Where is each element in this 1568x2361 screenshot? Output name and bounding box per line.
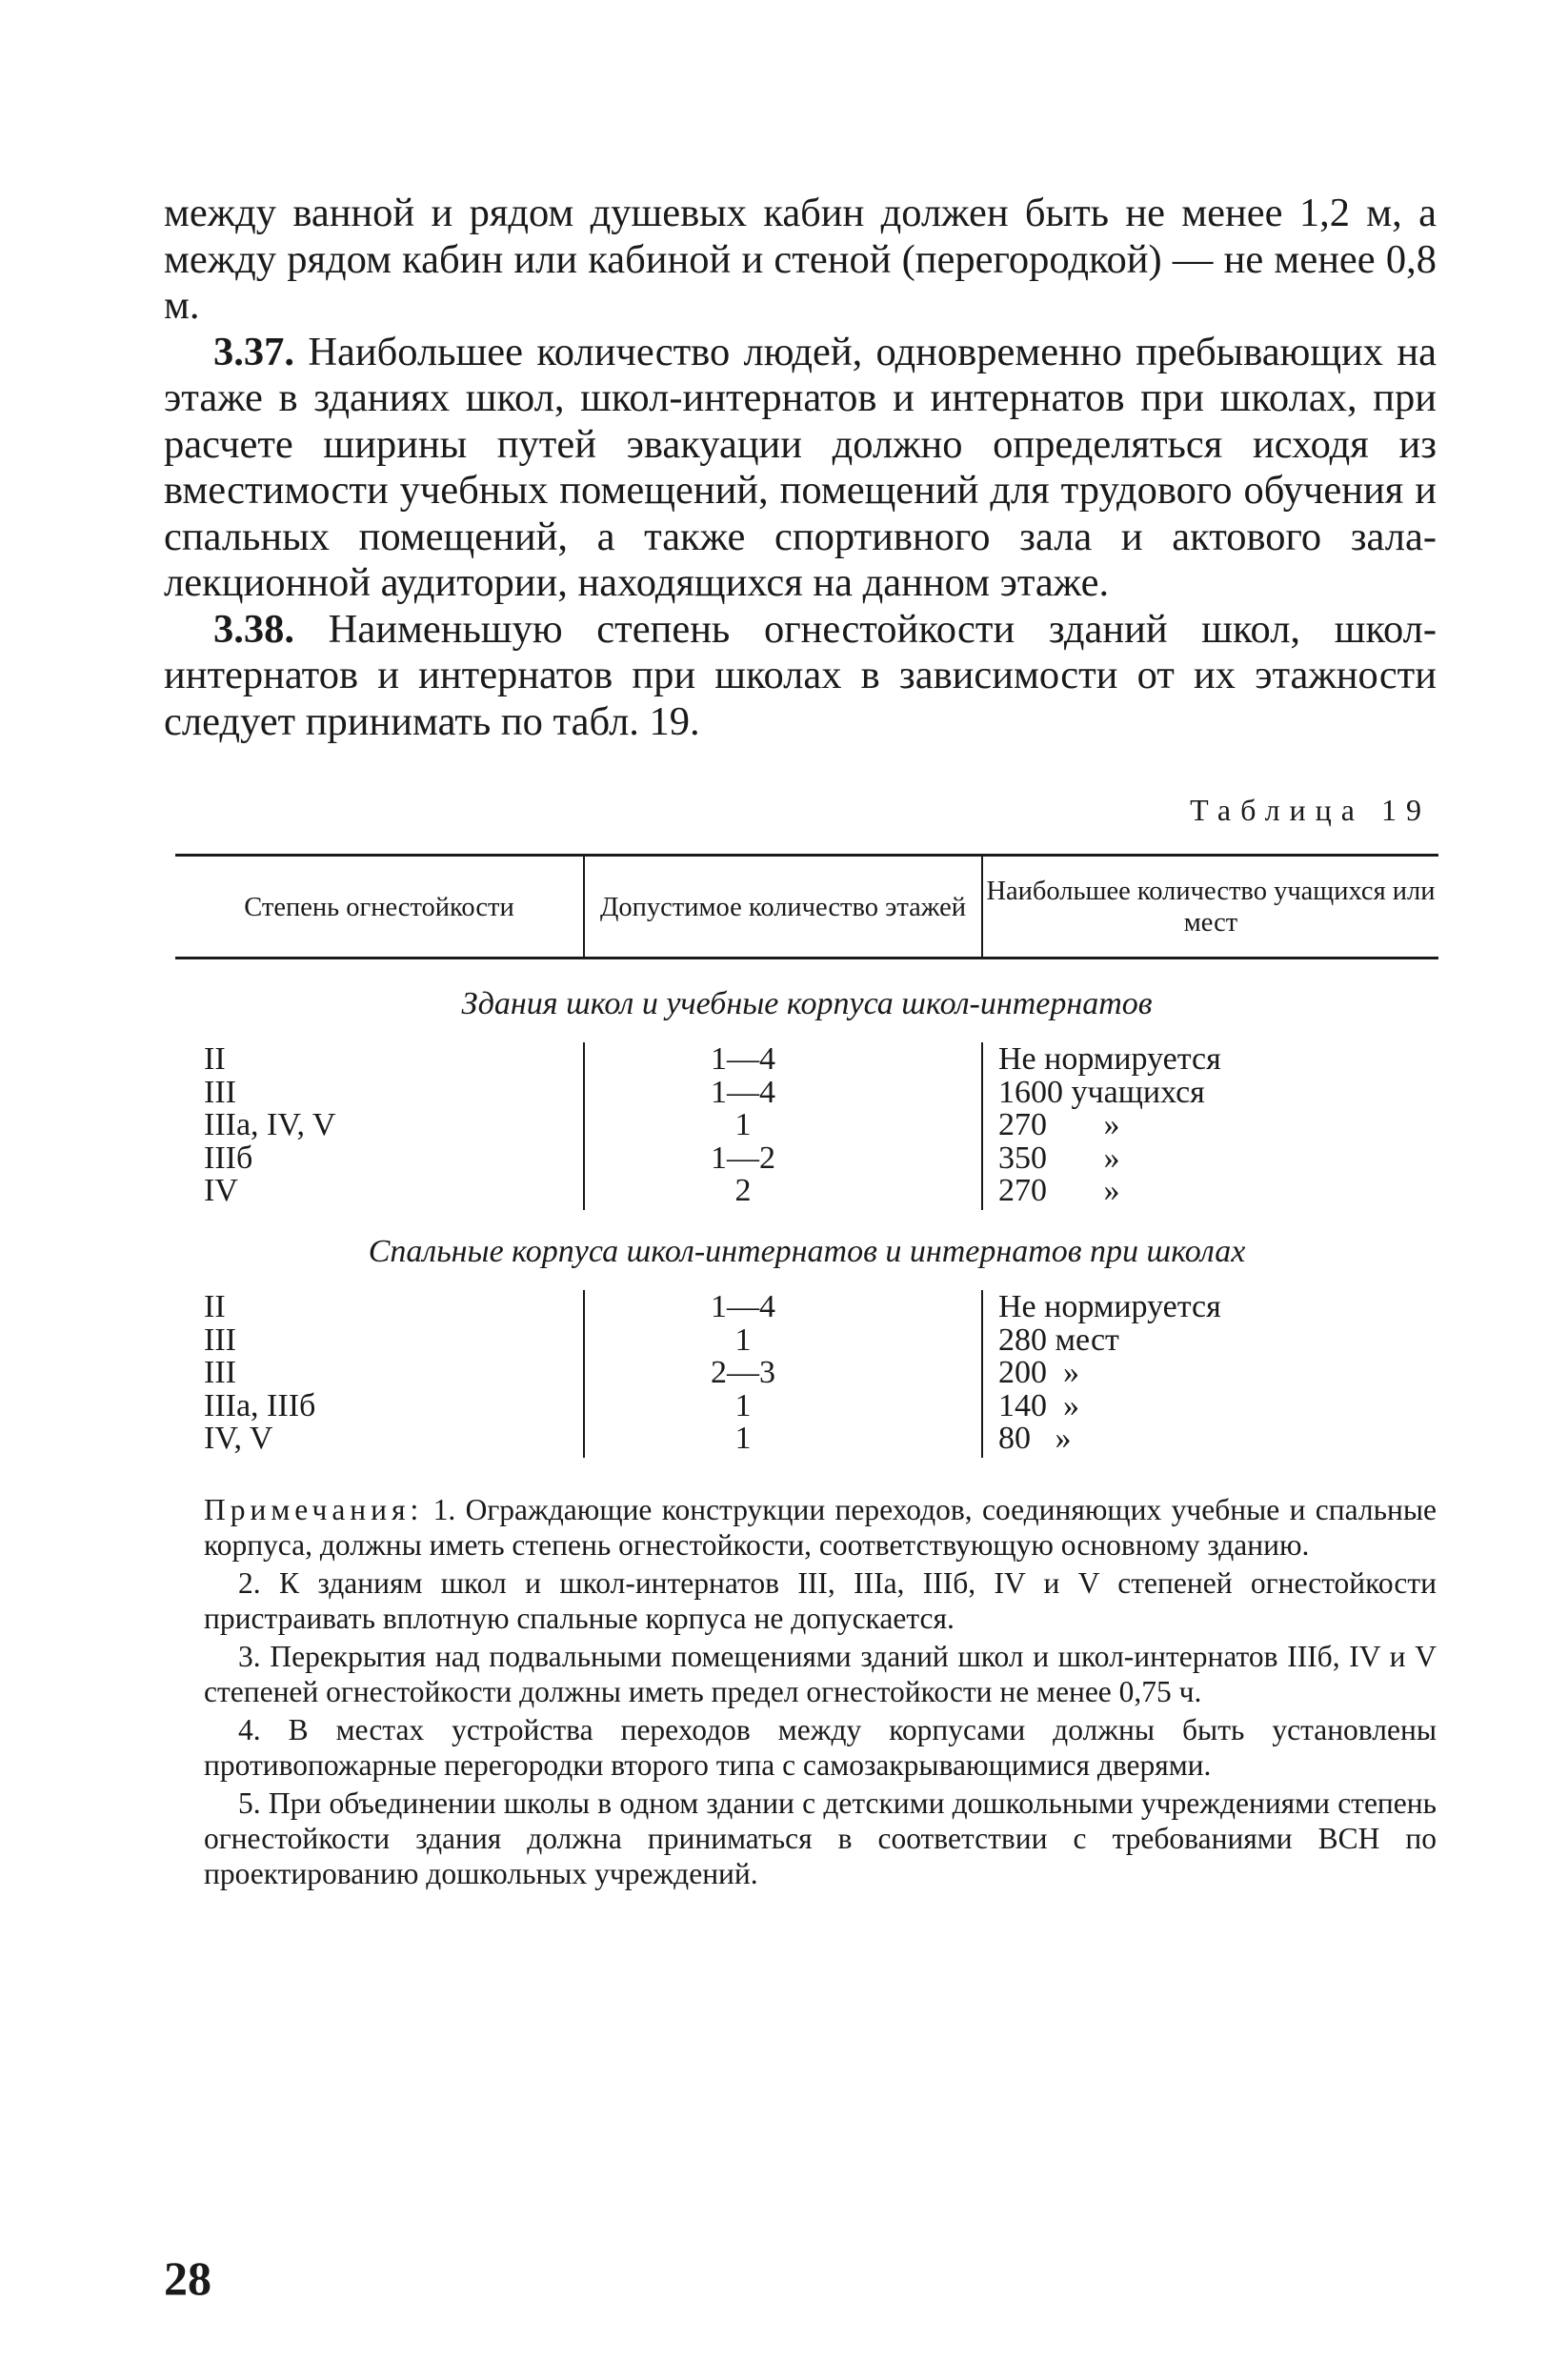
header-degree: Степень огнестойкости (244, 892, 514, 922)
cell-degree: IIIа, IIIб (204, 1387, 316, 1423)
note-4: 4. В местах устройства переходов между корпусами должны быть установлены противопожарные перегородки второго типа с самозакрывающимися дверями. (204, 1713, 1437, 1782)
page-number: 28 (164, 2251, 211, 2305)
table-header-rule (175, 957, 1438, 959)
cell-degree: III (204, 1074, 236, 1110)
header-max-people: Наибольшее количество учащихся или мест (986, 877, 1436, 938)
cell-floors: 1—2 (711, 1140, 775, 1176)
clause-text-3-38: Наименьшую степень огнестойкости зданий школ, школ-интернатов и интернатов при школах в зависимости от их этажности следует принимать по табл. 19. (164, 606, 1437, 744)
cell-max: 200 » (998, 1355, 1079, 1390)
note-1-text: 1. Ограждающие конструкции переходов, соединяющих учебные и спальные корпуса, должны иметь степень огнестойкости, соответствующую основному зданию. (204, 1493, 1437, 1562)
section-title-dormitory-buildings: Спальные корпуса школ-интернатов и интернатов при школах (368, 1234, 1246, 1269)
cell-floors: 2 (734, 1173, 752, 1208)
paragraph-3-38 (164, 607, 1437, 746)
clause-number-3-38: 3.38. (213, 606, 294, 652)
cell-max: 1600 учащихся (998, 1074, 1205, 1110)
table-caption: Таблица 19 (1190, 793, 1431, 827)
cell-max: 270 » (998, 1107, 1120, 1142)
cell-floors: 1 (734, 1387, 752, 1423)
cell-floors: 1—4 (711, 1289, 775, 1324)
table-row (0, 1074, 1568, 1110)
cell-floors: 1—4 (711, 1074, 775, 1110)
table-notes (204, 1492, 1437, 1891)
note-2: 2. К зданиям школ и школ-интернатов III, IIIа, IIIб, IV и V степеней огнестойкости пристраивать вплотную спальные корпуса не допускается. (204, 1566, 1437, 1635)
table-row (0, 1109, 1568, 1142)
clause-text-3-37: Наибольшее количество людей, одновременно пребывающих на этаже в зданиях школ, школ-интернатов и интернатов при школах, при расчете ширины путей эвакуации должно определяться исходя из вместимости учебных помещений, помещений для трудового обучения и спальных помещений, а также спортивного зала и актового зала-лекционной аудитории, находящихся на данном этаже. (164, 329, 1437, 605)
cell-degree: II (204, 1289, 226, 1324)
header-floors: Допустимое количество этажей (599, 892, 967, 922)
cell-max: Не нормируется (998, 1041, 1221, 1077)
note-5: 5. При объединении школы в одном здании с детскими дошкольными учреждениями степень огнестойкости здания должна приниматься в соответствии с требованиями ВСН по проектированию дошкольных учреждений. (204, 1786, 1437, 1890)
cell-max: Не нормируется (998, 1289, 1221, 1324)
cell-floors: 1 (734, 1107, 752, 1142)
note-1 (204, 1492, 1437, 1563)
table-row (0, 1175, 1568, 1208)
table-top-rule (175, 854, 1438, 857)
notes-title: Примечания: (204, 1493, 424, 1526)
section2-rows (0, 1291, 1568, 1456)
table-row (0, 1043, 1568, 1077)
cell-degree: IIIб (204, 1140, 253, 1176)
cell-max: 270 » (998, 1173, 1120, 1208)
paragraph-continuation: между ванной и рядом душевых кабин должен быть не менее 1,2 м, а между рядом кабин или кабиной и стеной (перегородкой) — не менее 0,8 м. (164, 191, 1437, 328)
table-row (0, 1324, 1568, 1358)
table-row (0, 1142, 1568, 1176)
body-text (164, 191, 1437, 745)
cell-degree: III (204, 1322, 236, 1358)
table-row (0, 1291, 1568, 1324)
table-row (0, 1387, 1568, 1423)
cell-max: 280 мест (998, 1322, 1119, 1358)
table-row (0, 1423, 1568, 1456)
cell-max: 350 » (998, 1140, 1120, 1176)
section1-rows (0, 1043, 1568, 1208)
table-row (0, 1357, 1568, 1390)
note-3: 3. Перекрытия над подвальными помещениями зданий школ и школ-интернатов IIIб, IV и V степеней огнестойкости должны иметь предел огнестойкости не менее 0,75 ч. (204, 1640, 1437, 1708)
cell-max: 140 » (998, 1387, 1079, 1423)
cell-max: 80 » (998, 1421, 1072, 1456)
cell-degree: III (204, 1355, 236, 1390)
paragraph-3-37 (164, 330, 1437, 607)
cell-floors: 1 (734, 1421, 752, 1456)
cell-degree: IV (204, 1173, 238, 1208)
cell-floors: 2—3 (711, 1355, 775, 1390)
cell-degree: IIIа, IV, V (204, 1107, 336, 1142)
cell-floors: 1—4 (711, 1041, 775, 1077)
cell-degree: II (204, 1041, 226, 1077)
cell-degree: IV, V (204, 1421, 273, 1456)
section-title-school-buildings: Здания школ и учебные корпуса школ-интернатов (461, 986, 1153, 1021)
cell-floors: 1 (734, 1322, 752, 1358)
clause-number-3-37: 3.37. (213, 329, 294, 374)
